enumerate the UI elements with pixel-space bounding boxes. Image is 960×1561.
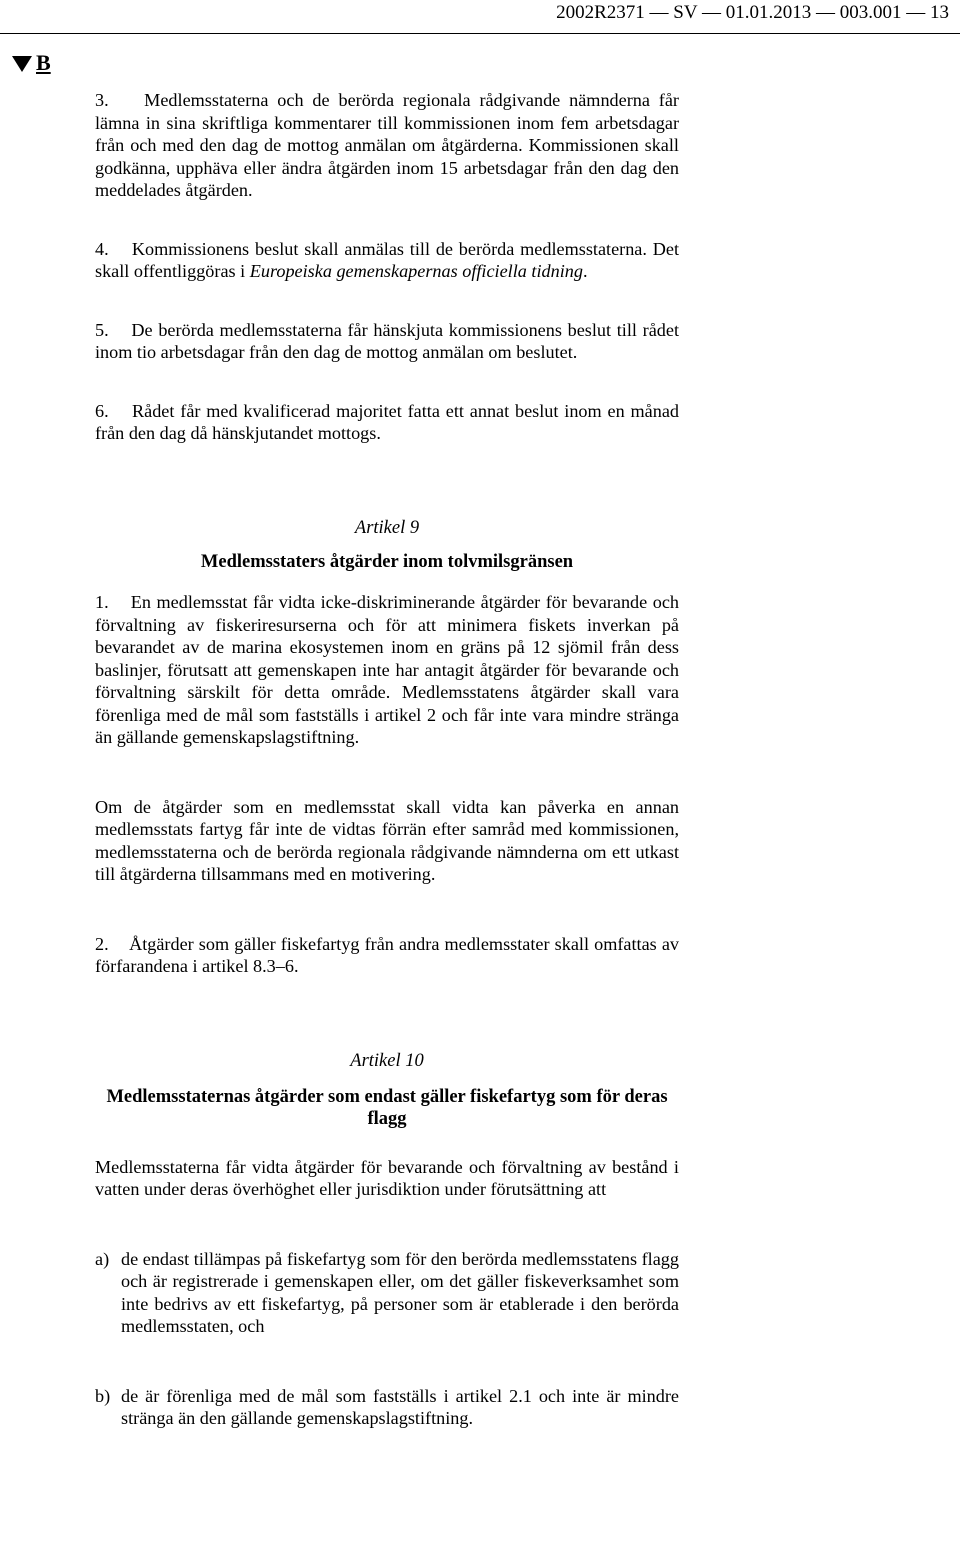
paragraph-number: 6.	[95, 400, 109, 421]
article-9-paragraph-2	[95, 933, 679, 978]
list-item	[95, 1385, 679, 1430]
paragraph-number: 4.	[95, 238, 109, 259]
amendment-marker	[12, 51, 51, 75]
article-9-title: Medlemsstaters åtgärder inom tolvmilsgränsen	[200, 551, 574, 572]
document-body	[95, 89, 679, 1430]
paragraph-text: Medlemsstaterna och de berörda regionala rådgivande nämnderna får lämna in sina skriftliga kommentarer till kommissionen inom fem arbetsdagar från och med den dag de mottog anmälan om åtgärderna. Kommissionen skall godkänna, upphäva eller ändra åtgärden inom 15 arbetsdagar från den dag den meddelades åtgärden.	[95, 90, 679, 200]
article-10-intro: Medlemsstaterna får vidta åtgärder för bevarande och förvaltning av bestånd i vatten under deras överhöghet eller jurisdiktion under förutsättning att	[95, 1156, 679, 1199]
article-10-heading: Artikel 10	[350, 1050, 424, 1071]
list-item-text: de endast tillämpas på fiskefartyg som för den berörda medlemsstatens flagg och är registrerade i gemenskapen eller, om det gäller fiskeverksamhet som inte bedrivs av ett fiskefartyg, på personer som är etablerade i den berörda medlemsstaten, och	[121, 1248, 679, 1336]
paragraph-text-end: .	[582, 261, 588, 281]
paragraph-text: Åtgärder som gäller fiskefartyg från andra medlemsstater skall omfattas av förfarandena i artikel 8.3–6.	[95, 933, 679, 976]
article-9-paragraph-1-continued: Om de åtgärder som en medlemsstat skall vidta kan påverka en annan medlemsstats fartyg får inte de vidtas förrän efter samråd med kommissionen, medlemsstaterna och de berörda regionala rådgivande nämnderna om ett utkast till åtgärderna tillsammans med en motivering.	[95, 796, 679, 884]
paragraph-text: Kommissionens beslut skall anmälas till de berörda medlemsstaterna. Det skall offentliggöras i	[95, 238, 680, 281]
amendment-marker-label: B	[36, 50, 51, 75]
paragraph-text: De berörda medlemsstaterna får hänskjuta kommissionens beslut till rådet inom tio arbetsdagar från den dag de mottog anmälan om beslutet.	[95, 319, 680, 362]
journal-title: Europeiska gemenskapernas officiella tidning	[249, 261, 583, 281]
paragraph-number: 1.	[95, 592, 109, 612]
document-reference: 2002R2371 — SV — 01.01.2013 — 003.001 — 13	[556, 2, 949, 23]
paragraph-text: Rådet får med kvalificerad majoritet fatta ett annat beslut inom en månad från den dag då hänskjutandet mottogs.	[95, 400, 679, 443]
paragraph-number: 3.	[95, 90, 109, 110]
list-item-label: b)	[95, 1385, 111, 1406]
paragraph-number: 2.	[95, 933, 109, 954]
paragraph-6	[95, 400, 679, 445]
paragraph-4	[95, 238, 679, 283]
article-9-heading: Artikel 9	[354, 517, 420, 538]
list-item-label: a)	[95, 1248, 110, 1269]
article-10-title: Medlemsstaternas åtgärder som endast gäller fiskefartyg som för deras flagg	[106, 1086, 668, 1129]
paragraph-number: 5.	[95, 319, 109, 340]
header-divider	[0, 33, 960, 34]
paragraph-5	[95, 319, 679, 364]
page-header	[0, 0, 960, 40]
article-9-paragraph-1	[95, 591, 679, 749]
paragraph-text: En medlemsstat får vidta icke-diskriminerande åtgärder för bevarande och förvaltning av fiskeriresurserna och för att minimera fiskets inverkan på bevarandet av de marina ekosystemen inom en gräns på 12 sjömil från dess baslinjer, förutsatt att gemenskapen inte har antagit åtgärder för bevarande och förvaltning särskilt för detta område. Medlemsstatens åtgärder skall vara förenliga med de mål som fastställs i artikel 2 och får inte vara mindre stränga än gällande gemenskapslagstiftning.	[95, 592, 680, 747]
triangle-down-icon	[12, 56, 32, 72]
list-item-text: de är förenliga med de mål som fastställs i artikel 2.1 och inte är mindre stränga än den gällande gemenskapslagstiftning.	[121, 1385, 679, 1428]
paragraph-3	[95, 89, 679, 202]
list-item	[95, 1248, 679, 1338]
